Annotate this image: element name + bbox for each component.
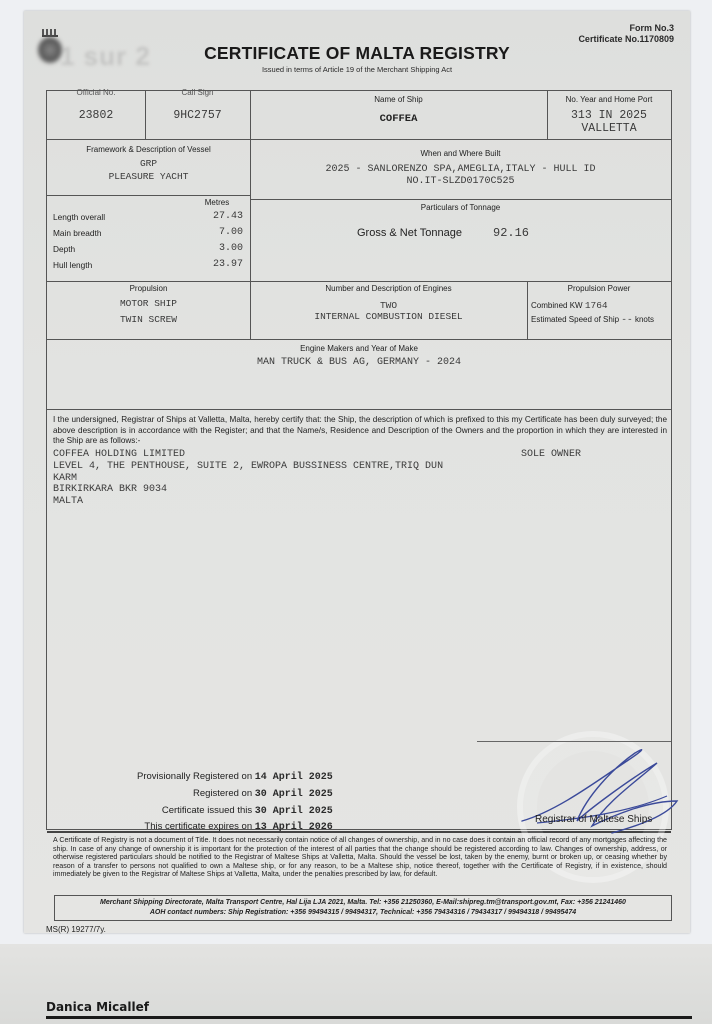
dimension-row (53, 209, 243, 225)
date-label: This certificate expires on (144, 821, 253, 833)
date-row (137, 786, 333, 803)
tonnage-label: Particulars of Tonnage (420, 203, 501, 212)
name-underline (46, 1016, 692, 1019)
built-line-1: 2025 - SANLORENZO SPA,AMEGLIA,ITALY - HULL ID (325, 164, 596, 175)
date-row (137, 819, 333, 836)
date-value: 14 April 2025 (254, 772, 333, 783)
engines-value (250, 300, 527, 322)
propulsion-type: MOTOR SHIP (119, 298, 177, 309)
kw-value: 1764 (584, 300, 608, 311)
speed-value: -- (621, 314, 633, 325)
kw-label: Combined KW (531, 301, 583, 310)
date-label: Provisionally Registered on (137, 771, 253, 782)
date-row (137, 803, 333, 820)
registrar-caption: Registrar of Maltese Ships (535, 814, 653, 825)
speed-unit: knots (634, 315, 655, 324)
page-indicator-watermark: 1 sur 2 (60, 41, 151, 71)
dimension-value: 27.43 (212, 211, 243, 222)
framework-value (47, 157, 250, 183)
dimension-value: 3.00 (218, 243, 243, 254)
registration-dates (137, 769, 333, 836)
form-number-block (578, 23, 674, 45)
ownership-share: SOLE OWNER (521, 449, 582, 460)
speed-label: Estimated Speed of Ship (531, 315, 620, 324)
official-no-label: Official No. (76, 88, 116, 97)
tonnage-item: Gross & Net Tonnage (357, 227, 462, 239)
dimension-row (53, 257, 243, 273)
call-sign-value: 9HC2757 (173, 109, 222, 122)
legal-notice: A Certificate of Registry is not a document of Title. It does not necessarily contain notice of all changes of ownership, and in no case does it contain an official record of any mortgages affecting the ship. In case of any change of ownership it is important for the protection of the interest of all parties that the change should be registered according to law. Changes of ownership, address, or otherwise registered particulars should be notified to the Registrar of Maltese Ships at Valletta, Malta. Should the vessel be lost, taken by the enemy, burnt or broken up, or ceasing whether by reason of a transfer to persons not qualified to own a Maltese ship, or for any reason, to be a Maltese ship, notice thereof, together with the Certificate of Registry, if in existence, should immediately be given to the Registrar of Maltese Ships at Valletta, Malta, under the penalties prescribed by law, for default. (53, 836, 667, 879)
owner-address-line: BIRKIRKARA BKR 9034 (53, 484, 168, 496)
dimension-label: Length overall (53, 212, 106, 222)
document-subtitle: Issued in terms of Article 19 of the Merchant Shipping Act (261, 65, 453, 74)
power-label: Propulsion Power (567, 284, 631, 293)
contact-address: Merchant Shipping Directorate, Malta Transport Centre, Hal Lija LJA 2021, Malta. Tel: +356 21250360, E-Mail:shipreg.tm@transport.gov.mt, Fax: +356 21241460 (100, 899, 626, 906)
ship-name-value: COFFEA (379, 113, 418, 125)
home-port-value (547, 109, 671, 135)
dimension-label: Depth (53, 244, 76, 254)
framework-label: Framework & Description of Vessel (86, 145, 211, 154)
ship-name-label: Name of Ship (374, 95, 423, 104)
engine-makers-value: MAN TRUCK & BUS AG, GERMANY - 2024 (256, 357, 462, 368)
certificate-number: Certificate No.1170809 (578, 34, 674, 44)
registrar-signature-icon (517, 741, 687, 841)
next-page-name: Danica Micallef (46, 1000, 149, 1014)
engines-label: Number and Description of Engines (325, 284, 452, 293)
official-no-value: 23802 (78, 109, 114, 122)
dimension-label: Main breadth (53, 228, 102, 238)
dimension-value: 23.97 (212, 259, 243, 270)
built-value (250, 164, 671, 188)
document-title: CERTIFICATE OF MALTA REGISTRY (204, 43, 510, 63)
date-value: 13 April 2026 (254, 822, 333, 834)
home-port-label: No. Year and Home Port (565, 95, 653, 104)
form-code: MS(R) 19277/7y. (46, 925, 106, 934)
screw-type: TWIN SCREW (119, 314, 177, 325)
engine-type: INTERNAL COMBUSTION DIESEL (314, 311, 463, 322)
certificate-page (24, 11, 690, 933)
particulars-table (46, 88, 672, 879)
date-value: 30 April 2025 (254, 805, 333, 817)
date-row (137, 769, 333, 786)
form-number: Form No.3 (629, 23, 674, 33)
contact-aoh-numbers: AOH contact numbers: Ship Registration: +356 99494315 / 99494317, Technical: +356 79434316 / 79434317 / 99494318 / 99495474 (149, 909, 577, 916)
owner-details (53, 449, 443, 508)
port-number-year: 313 IN 2025 (571, 109, 647, 122)
owner-name: COFFEA HOLDING LIMITED (53, 449, 186, 460)
power-values (531, 299, 654, 327)
vessel-description: PLEASURE YACHT (108, 171, 189, 182)
propulsion-value (47, 296, 250, 328)
date-value: 30 April 2025 (254, 788, 333, 800)
owner-country: MALTA (53, 496, 84, 508)
owner-address-line: LEVEL 4, THE PENTHOUSE, SUITE 2, EWROPA BUSSINESS CENTRE,TRIQ DUN (53, 460, 444, 472)
call-sign-label: Call Sign (181, 88, 214, 97)
built-label: When and Where Built (420, 149, 501, 158)
framework-material: GRP (139, 158, 158, 169)
dimension-value: 7.00 (218, 227, 243, 238)
tonnage-value: 92.16 (493, 226, 530, 240)
dimension-row (53, 241, 243, 257)
date-label: Certificate issued this (161, 804, 253, 816)
dimension-label: Hull length (53, 260, 93, 270)
propulsion-label: Propulsion (129, 284, 168, 293)
engine-makers-label: Engine Makers and Year of Make (300, 344, 418, 353)
certification-statement: I the undersigned, Registrar of Ships at Valletta, Malta, hereby certify that: the Ship, the description of which is prefixed to this my Certificate has been duly surveyed; the above description is in accordance with the Register; and that the Name/s, Residence and Description of the Owners and the proportion in which they are interested in the Ship are as follows:- (53, 415, 667, 446)
dimensions-list (53, 209, 243, 273)
built-line-2: NO.IT-SLZD0170C525 (406, 176, 515, 187)
port-name: VALLETTA (581, 122, 637, 135)
engine-count: TWO (379, 300, 398, 311)
date-label: Registered on (192, 787, 253, 799)
contact-box (54, 895, 672, 921)
dimensions-unit: Metres (204, 198, 230, 207)
owner-address-line: KARM (53, 472, 78, 484)
dimension-row (53, 225, 243, 241)
